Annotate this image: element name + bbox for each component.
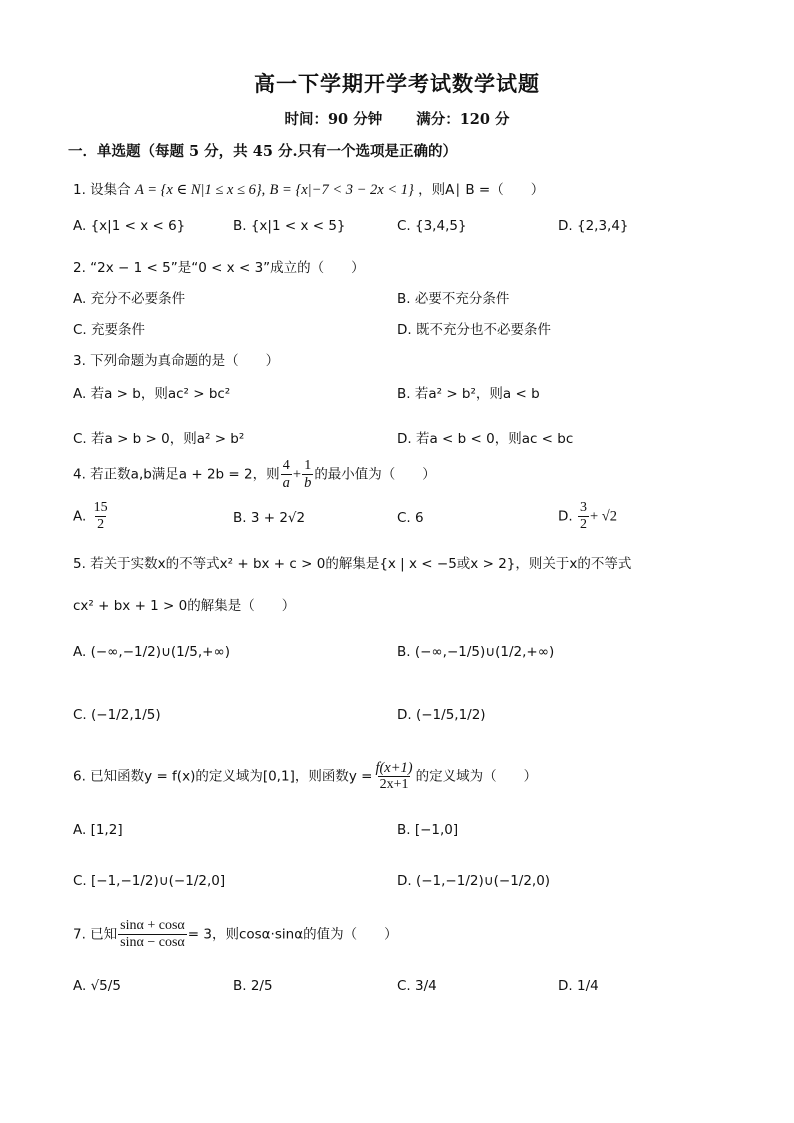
question-2: 2. “2x − 1 < 5”是“0 < x < 3”成立的（ ） xyxy=(73,260,365,276)
q1-set-a: A = {x ∈ N|1 ≤ x ≤ 6} xyxy=(134,182,262,198)
q7-stem-post: = 3，则cosα·sinα的值为（ ） xyxy=(187,926,398,943)
q6-fraction: $\frac{f(x+1)}{2x+1}$ xyxy=(375,760,413,792)
q1-option-a: A. {x|1 < x < 6} xyxy=(73,218,186,234)
q3-option-b: B. 若a² > b²，则a < b xyxy=(397,386,540,402)
exam-score: 满分：120 分 xyxy=(416,111,510,128)
q3-option-c: C. 若a > b > 0，则a² > b² xyxy=(73,431,245,447)
q4-fraction-2: $\frac{1}{b}$ xyxy=(304,458,312,491)
q1-option-b: B. {x|1 < x < 5} xyxy=(233,218,346,234)
page-title: 高一下学期开学考试数学试题 xyxy=(254,71,540,96)
q5-option-a: A. (−∞,−1/2)∪(1/5,+∞) xyxy=(73,644,230,660)
q4-option-a: A. $\frac{15}{2}$ xyxy=(73,500,108,532)
q2-option-d: D. 既不充分也不必要条件 xyxy=(397,322,551,338)
q3-option-a: A. 若a > b，则ac² > bc² xyxy=(73,386,231,402)
q1-set-b: B = {x|−7 < 3 − 2x < 1} xyxy=(269,182,414,198)
question-6 xyxy=(73,760,537,793)
q7-fraction: $\frac{\sin\alpha + \cos\alpha}{\sin\alpha - \cos\alpha}$ xyxy=(120,918,185,950)
question-3: 3. 下列命题为真命题的是（ ） xyxy=(73,353,280,369)
q7-stem: 7. 已知 xyxy=(73,926,118,943)
q6-option-b: B. [−1,0] xyxy=(397,822,459,838)
q1-option-c: C. {3,4,5} xyxy=(397,218,467,234)
q6-option-a: A. [1,2] xyxy=(73,822,123,838)
q6-option-d: D. (−1,−1/2)∪(−1/2,0) xyxy=(397,873,551,889)
q4-option-d: D. $\frac{3}{2}$ + √2 xyxy=(558,500,617,532)
q5-option-b: B. (−∞,−1/5)∪(1/2,+∞) xyxy=(397,644,555,660)
question-7 xyxy=(73,918,398,951)
q2-option-a: A. 充分不必要条件 xyxy=(73,291,186,307)
q2-option-b: B. 必要不充分条件 xyxy=(397,291,510,307)
q2-option-c: C. 充要条件 xyxy=(73,322,146,338)
q7-option-d: D. 1/4 xyxy=(558,978,599,994)
q4-fraction-1: $\frac{4}{a}$ xyxy=(282,458,290,491)
question-5-line-2: cx² + bx + 1 > 0的解集是（ ） xyxy=(73,598,296,614)
q4-option-b: B. 3 + 2√2 xyxy=(233,510,306,526)
q4-option-a-fraction: $\frac{15}{2}$ xyxy=(93,500,108,532)
q4-stem-post: 的最小值为（ ） xyxy=(314,466,436,483)
q4-stem: 4. 若正数a,b满足a + 2b = 2，则 xyxy=(73,466,280,483)
q5-option-d: D. (−1/5,1/2) xyxy=(397,707,486,723)
question-1: 1. 设集合 A = {x ∈ N|1 ≤ x ≤ 6}, B = {x|−7 < 3 − 2x < 1} ，则A∣ B =（ ） xyxy=(73,182,545,198)
q4-option-c: C. 6 xyxy=(397,510,424,526)
q1-ask: ，则A∣ B =（ ） xyxy=(418,182,545,198)
q5-option-c: C. (−1/2,1/5) xyxy=(73,707,161,723)
q7-option-c: C. 3/4 xyxy=(397,978,437,994)
q4-option-d-fraction: $\frac{3}{2}$ xyxy=(579,500,587,532)
q6-stem-post: 的定义域为（ ） xyxy=(415,768,538,785)
q7-option-b: B. 2/5 xyxy=(233,978,273,994)
exam-info xyxy=(0,108,794,129)
q1-option-d: D. {2,3,4} xyxy=(558,218,629,234)
question-4: 4. 若正数a,b满足a + 2b = 2，则 $\frac{4}{a}$ + $\frac{1}{b}$ 的最小值为（ ） xyxy=(73,458,436,491)
section-heading: 一．单选题（每题 5 分，共 45 分.只有一个选项是正确的） xyxy=(68,143,458,160)
q1-stem: 1. 设集合 xyxy=(73,182,131,198)
q3-option-d: D. 若a < b < 0，则ac < bc xyxy=(397,431,574,447)
exam-time: 时间：90 分钟 xyxy=(284,111,383,128)
q6-option-c: C. [−1,−1/2)∪(−1/2,0] xyxy=(73,873,226,889)
q7-option-a: A. √5/5 xyxy=(73,978,121,994)
q6-stem: 6. 已知函数y = f(x)的定义域为[0,1]，则函数y = xyxy=(73,768,373,785)
question-5-line-1: 5. 若关于实数x的不等式x² + bx + c > 0的解集是{x | x < −5或x > 2}，则关于x的不等式 xyxy=(73,556,632,572)
